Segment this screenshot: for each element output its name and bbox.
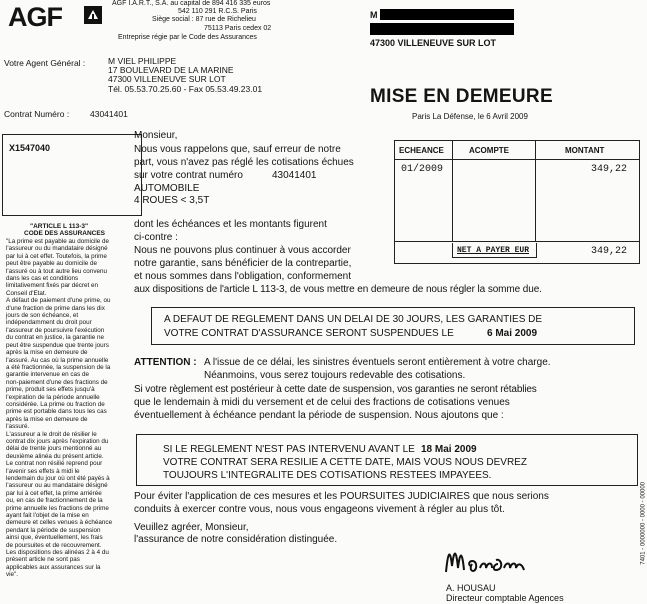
signatory-name: A. HOUSAU bbox=[446, 583, 496, 593]
article-line: limitativement fixés par décret en bbox=[6, 282, 99, 290]
article-line: l'assuré. bbox=[6, 423, 30, 431]
article-line: Conseil d'Etat. bbox=[6, 289, 47, 297]
agent-address-1: 17 BOULEVARD DE LA MARINE bbox=[108, 65, 234, 75]
article-line: par lui à cet effet. Toutefois, la prime bbox=[6, 252, 107, 260]
poursuites-line-1: Pour éviter l'application de ces mesures et les POURSUITES JUDICIAIRES que nous serions bbox=[134, 491, 549, 502]
article-line: a été fractionnée, la suspension de la bbox=[6, 363, 111, 371]
letter-p1-line-3: sur votre contrat numéro bbox=[134, 170, 243, 181]
letter-p1-line-2: part, vous n'avez pas réglé les cotisations échues bbox=[134, 157, 354, 168]
vehicle-line-1: AUTOMOBILE bbox=[134, 183, 200, 194]
article-line: demeure et celles venues à échéance bbox=[6, 519, 113, 527]
article-line: après la mise en demeure de bbox=[6, 415, 88, 423]
notice1-date: 6 Mai 2009 bbox=[487, 328, 538, 339]
poursuites-line-2: conduits à exercer contre vous, nous vous engageons vivement à régler au plus tôt. bbox=[134, 504, 505, 515]
page-title: MISE EN DEMEURE bbox=[370, 86, 553, 107]
article-line: par lui à cet effet, la prime arriérée bbox=[6, 489, 102, 497]
article-line: ayant fait l'objet de la mise en bbox=[6, 512, 89, 520]
article-line: d'une fraction de prime dans les dix bbox=[6, 304, 105, 312]
attention-label: ATTENTION : bbox=[134, 357, 197, 368]
contract-label: Contrat Numéro : bbox=[4, 109, 70, 119]
article-line: L'assureur a le droit de résilier le bbox=[6, 430, 97, 438]
letter-contract-number: 43041401 bbox=[272, 170, 317, 181]
header-montant: MONTANT bbox=[565, 146, 605, 155]
letter-p1-line-1: Nous vous rappelons que, sauf erreur de notre bbox=[134, 144, 341, 155]
attention-line-1: A l'issue de ce délai, les sinistres éventuels seront entièrement à votre charge. bbox=[204, 357, 551, 368]
article-line: ou, en cas de fractionnement de la bbox=[6, 497, 103, 505]
legal-line-4: 75113 Paris cedex 02 bbox=[204, 25, 272, 32]
header-acompte: ACOMPTE bbox=[469, 146, 509, 155]
total-label: NET A PAYER EUR bbox=[457, 246, 530, 255]
article-line: considérée. La prime ou fraction de bbox=[6, 400, 105, 408]
article-line: Le contrat non résilié reprend pour bbox=[6, 460, 103, 468]
letter-p3-line-2: notre garantie, sans bénéficier de la contrepartie, bbox=[134, 258, 352, 269]
termination-notice bbox=[136, 434, 638, 486]
contract-number: 43041401 bbox=[90, 109, 128, 119]
notice2-line-1: SI LE REGLEMENT N'EST PAS INTERVENU AVANT LE bbox=[163, 444, 415, 455]
closing-line-1: Veuillez agréer, Monsieur, bbox=[134, 522, 249, 533]
notice1-line-2: VOTRE CONTRAT D'ASSURANCE SERONT SUSPENDUES LE bbox=[164, 328, 454, 339]
article-line: de poursuites et de recouvrement. bbox=[6, 541, 102, 549]
letter-p2-line-2: ci-contre : bbox=[134, 232, 178, 243]
signatory-role: Directeur comptable Agences bbox=[446, 593, 564, 603]
article-line: peut être suspendue que trente jours bbox=[6, 341, 109, 349]
suspension-notice bbox=[151, 307, 635, 345]
article-line: prime annuelle les fractions de prime bbox=[6, 504, 109, 512]
article-line: présent article ne sont pas bbox=[6, 556, 80, 564]
article-line: l'assureur ou au mandataire désigné bbox=[6, 482, 108, 490]
contract-ref: X1547040 bbox=[9, 143, 51, 153]
legal-line-1: AGF I.A.R.T., S.A. au capital de 894 416 335 euros bbox=[112, 0, 271, 7]
agent-phone: Tél. 05.53.70.25.60 - Fax 05.53.49.23.01 bbox=[108, 84, 263, 94]
suspension-line-1: Si votre règlement est postérieur à cette date de suspension, vos garanties ne seront rétablies bbox=[134, 384, 537, 395]
vehicle-line-2: 4 ROUES < 3,5T bbox=[134, 195, 210, 206]
article-line: peut être payable au domicile de bbox=[6, 260, 98, 268]
article-line: lendemain du jour où ont été payés à bbox=[6, 475, 110, 482]
article-subtitle: CODE DES ASSURANCES bbox=[24, 230, 106, 237]
amount-table bbox=[394, 140, 640, 264]
agf-emblem-icon bbox=[84, 6, 102, 24]
redacted-address bbox=[370, 23, 514, 35]
article-line: l'assureur ou du mandataire désigné bbox=[6, 245, 108, 253]
notice2-line-3: TOUJOURS L'INTEGRALITE DES COTISATIONS RESTEES IMPAYEES. bbox=[163, 470, 492, 481]
total-value: 349,22 bbox=[591, 246, 628, 257]
article-line: A défaut de paiement d'une prime, ou bbox=[6, 297, 111, 305]
article-line: dans les cas et conditions bbox=[6, 275, 79, 283]
header-echeance: ECHEANCE bbox=[399, 146, 444, 155]
article-line: l'assureur de poursuivre l'exécution bbox=[6, 326, 105, 334]
reference-box bbox=[2, 134, 142, 216]
row-montant: 349,22 bbox=[591, 164, 628, 175]
article-text bbox=[6, 238, 137, 579]
agent-address-2: 47300 VILLENEUVE SUR LOT bbox=[108, 74, 226, 84]
row-echeance: 01/2009 bbox=[401, 164, 444, 175]
article-line: prime est portable dans tous les cas bbox=[6, 408, 107, 416]
closing-line-2: l'assurance de notre considération distinguée. bbox=[134, 534, 338, 545]
letter-p2-line-1: dont les échéances et les montants figurent bbox=[134, 219, 327, 230]
article-line: délai de trente jours mentionné au bbox=[6, 445, 102, 453]
article-title: "ARTICLE L 113-3" bbox=[30, 223, 89, 230]
legal-line-2: 542 110 291 R.C.S. Paris bbox=[178, 8, 257, 15]
article-line: jours de son échéance, et bbox=[6, 312, 79, 320]
article-line: l'expiration de la période annuelle bbox=[6, 393, 100, 401]
article-line: du contrat en justice, la garantie ne bbox=[6, 334, 105, 342]
article-line: Les dispositions des alinéas 2 à 4 du bbox=[6, 549, 109, 557]
notice2-date: 18 Mai 2009 bbox=[421, 444, 477, 455]
notice2-line-2: VOTRE CONTRAT SERA RESILIE A CETTE DATE, MAIS VOUS NOUS DEVREZ bbox=[163, 457, 527, 468]
article-line: non-paiement d'une des fractions de bbox=[6, 378, 108, 386]
agent-label: Votre Agent Général : bbox=[4, 58, 86, 68]
agent-name: M VIEL PHILIPPE bbox=[108, 56, 177, 66]
article-line: contrat dix jours après l'expiration du bbox=[6, 437, 109, 445]
article-line: ainsi que, éventuellement, les frais bbox=[6, 534, 103, 542]
article-line: garantie intervenue en cas de bbox=[6, 371, 89, 379]
article-line: prime, produit ses effets jusqu'à bbox=[6, 386, 95, 394]
article-line: pendant la période de suspension bbox=[6, 526, 101, 534]
article-line: "La prime est payable au domicile de bbox=[6, 238, 110, 245]
article-line: l'avenir ses effets à midi le bbox=[6, 467, 80, 475]
suspension-line-2: que le lendemain à midi du versement et de celui des fractions de cotisations venues bbox=[134, 397, 510, 408]
article-line: vie". bbox=[6, 571, 19, 579]
attention-line-2: Néanmoins, vous serez toujours redevable des cotisations. bbox=[204, 370, 466, 381]
article-line: applicables aux assurances sur la bbox=[6, 563, 101, 571]
greeting: Monsieur, bbox=[134, 130, 178, 141]
letter-p3-line-1: Nous ne pouvons plus continuer à vous accorder bbox=[134, 245, 351, 256]
article-line: deuxième alinéa du présent article. bbox=[6, 452, 104, 460]
legal-line-5: Entreprise régie par le Code des Assurances bbox=[118, 34, 257, 41]
recipient-city: 47300 VILLENEUVE SUR LOT bbox=[370, 38, 497, 48]
article-line: indépendamment du droit pour bbox=[6, 319, 92, 327]
place-date: Paris La Défense, le 6 Avril 2009 bbox=[412, 112, 528, 121]
article-line: l'assuré ou à tout autre lieu convenu bbox=[6, 267, 107, 275]
letter-p3-line-3: et nous sommes dans l'obligation, conformement bbox=[134, 271, 352, 282]
recipient-initial: M bbox=[370, 10, 378, 20]
redacted-name bbox=[380, 9, 514, 20]
suspension-line-3: éventuellement à échéance pendant la période de suspension. Nous ajoutons que : bbox=[134, 410, 504, 421]
notice1-line-1: A DEFAUT DE REGLEMENT DANS UN DELAI DE 30 JOURS, LES GARANTIES DE bbox=[164, 314, 543, 325]
letter-p3-line-4: aux dispositions de l'article L 113-3, de vous mettre en demeure de nous régler la somme due. bbox=[134, 284, 542, 295]
article-line: après la mise en demeure de bbox=[6, 349, 88, 357]
company-logo: AGF bbox=[8, 2, 62, 32]
side-code: 7401 - 0000000 - 0000 - 00000 bbox=[641, 482, 647, 565]
legal-line-3: Siège social : 87 rue de Richelieu bbox=[152, 16, 256, 23]
handwritten-signature bbox=[440, 540, 530, 582]
article-line: l'assuré. Au cas où la prime annuelle bbox=[6, 356, 109, 364]
